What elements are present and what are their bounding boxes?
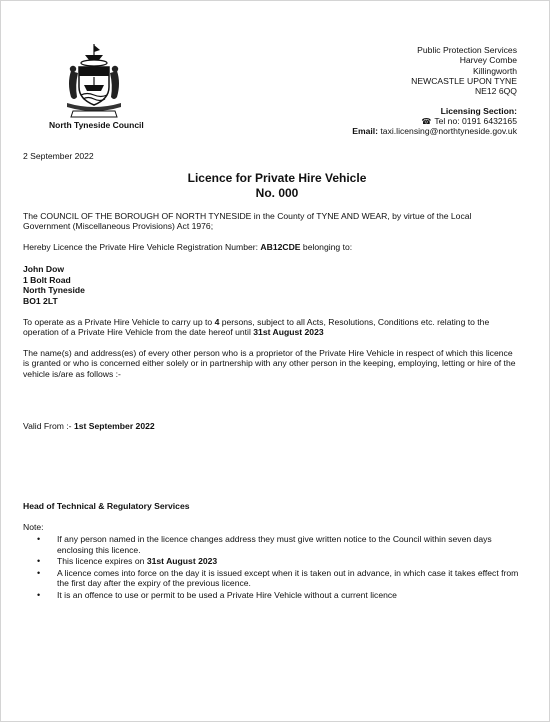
council-address-block (352, 45, 517, 137)
document-date: 2 September 2022 (23, 151, 94, 161)
passenger-count: 4 (214, 317, 220, 327)
council-name: North Tyneside Council (49, 120, 144, 130)
list-item: • This licence expires on 31st August 2023 (37, 556, 218, 567)
operate-text: To operate as a Private Hire Vehicle to carry up to (23, 317, 213, 327)
email-address: taxi.licensing@northtyneside.gov.uk (380, 126, 517, 137)
bullet-icon: • (37, 589, 41, 600)
holder-postcode: BO1 2LT (23, 296, 58, 307)
valid-from-label: Valid From :- (23, 421, 72, 431)
signatory-title: Head of Technical & Regulatory Services (23, 501, 190, 511)
bullet-icon: • (37, 556, 41, 567)
council-logo (49, 41, 144, 130)
registration-text: Hereby Licence the Private Hire Vehicle Registration Number: (23, 242, 259, 252)
registration-number: AB12CDE (260, 242, 301, 252)
valid-from (23, 421, 519, 431)
address-line: NE12 6QQ (474, 86, 517, 97)
email-line (352, 126, 517, 136)
notes-list (23, 534, 523, 600)
address-line: Harvey Combe (459, 55, 517, 66)
coat-of-arms-icon (63, 41, 125, 119)
address-line: Public Protection Services (417, 45, 517, 55)
tel-number: 0191 6432165 (462, 115, 517, 126)
registration-suffix: belonging to: (302, 242, 353, 252)
intro-paragraph: The COUNCIL OF THE BOROUGH OF NORTH TYNESIDE in the County of TYNE AND WEAR, by virtue of the Local Government (Miscellaneous Provisions) Act 1976; (23, 211, 472, 232)
operate-text: persons, subject to all Acts, Resolutions, Conditions etc. relating to the operation of a Private Hire Vehicle from the date hereof until (23, 317, 490, 338)
address-line: Killingworth (473, 65, 517, 76)
address-line: NEWCASTLE UPON TYNE (411, 75, 517, 86)
proprietors-paragraph: The name(s) and address(es) of every other person who is a proprietor of the Private Hire Vehicle in respect of which this licence is granted or who is concerned either solely or in partnership with any other person in the keeping, employing, letting or hire of the vehicle is/are as follows :- (23, 348, 516, 379)
notes-section (23, 522, 523, 601)
email-label: Email: (352, 126, 379, 137)
telephone-icon: ☎ (421, 116, 432, 126)
expiry-date: 31st August 2023 (253, 327, 324, 338)
bullet-icon: • (37, 567, 41, 578)
operate-paragraph (23, 317, 519, 338)
registration-paragraph (23, 242, 519, 252)
holder-address-line: 1 Bolt Road (23, 274, 71, 285)
holder-address-line: North Tyneside (23, 285, 85, 296)
licence-holder (23, 264, 85, 307)
holder-name: John Dow (23, 264, 65, 274)
bullet-icon: • (37, 534, 41, 545)
tel-label: Tel no: (434, 115, 460, 126)
licence-number: No. 000 (255, 186, 299, 200)
list-item: • A licence comes into force on the day it is issued except when it is taken out in advance, in which case it takes effect from the first day after the expiry of the previous licence. (37, 567, 519, 589)
valid-from-date: 1st September 2022 (73, 421, 155, 431)
notes-label: Note: (23, 522, 44, 532)
list-item: • It is an offence to use or permit to be used a Private Hire Vehicle without a current licence (37, 589, 397, 600)
licensing-section-label: Licensing Section: (440, 105, 517, 116)
telephone-line (352, 116, 517, 127)
list-item: • If any person named in the licence changes address they must give written notice to the Council within seven days enclosing this licence. (37, 534, 492, 555)
document-title: Licence for Private Hire Vehicle (187, 171, 367, 185)
